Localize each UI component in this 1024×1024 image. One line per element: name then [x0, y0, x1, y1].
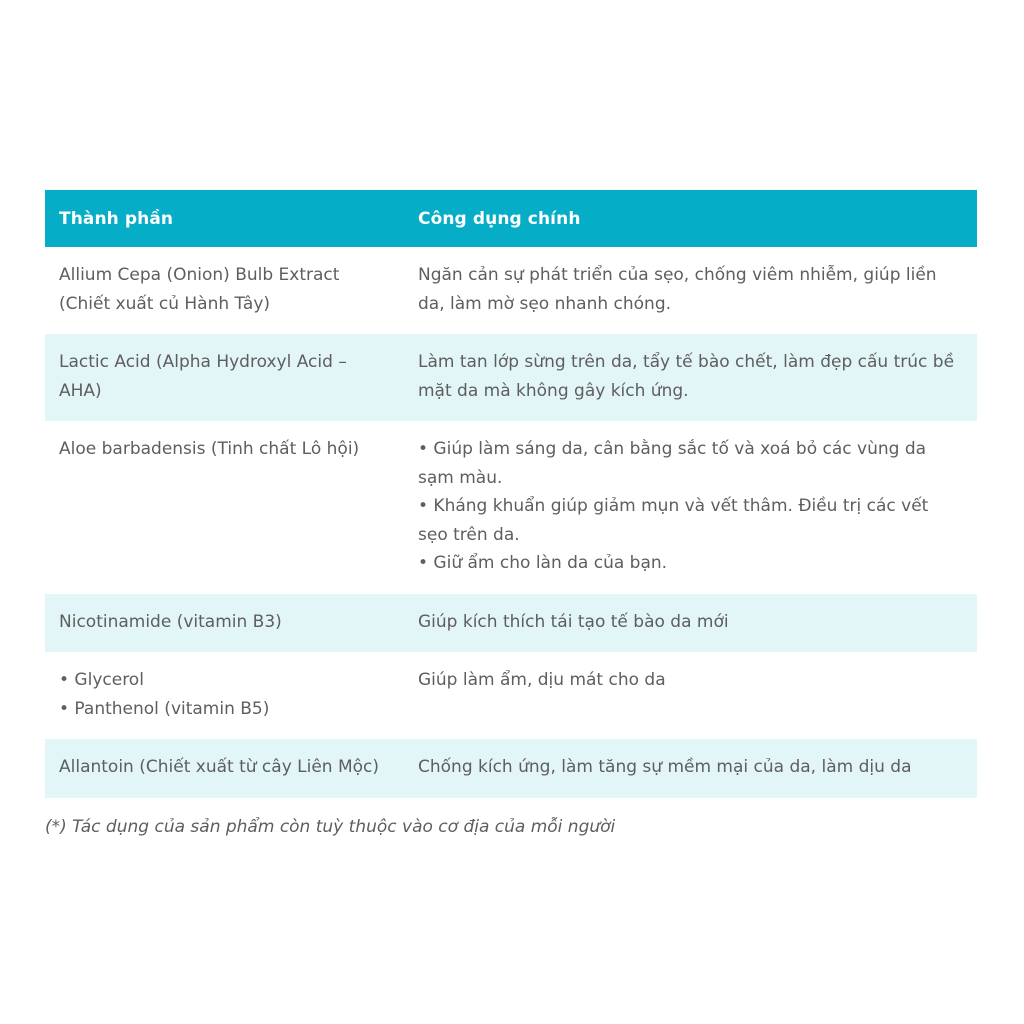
table-row [45, 247, 977, 334]
effect-cell [404, 594, 977, 653]
ingredient-text: Allium Cepa (Onion) Bulb Extract (Chiết xuất củ Hành Tây) [59, 265, 340, 314]
effect-bullet: • Giữ ẩm cho làn da của bạn. [418, 553, 668, 573]
table-row [45, 739, 977, 798]
table-row [45, 334, 977, 421]
ingredient-text: Aloe barbadensis (Tinh chất Lô hội) [59, 439, 360, 459]
table-row [45, 421, 977, 594]
ingredient-text: Lactic Acid (Alpha Hydroxyl Acid – AHA) [59, 352, 347, 401]
ingredient-cell [45, 334, 404, 421]
effect-text: Giúp kích thích tái tạo tế bào da mới [418, 611, 729, 632]
ingredient-cell [45, 421, 404, 594]
effect-bullet: • Giúp làm sáng da, cân bằng sắc tố và xoá bỏ các vùng da sạm màu. [418, 439, 927, 488]
ingredient-cell [45, 652, 404, 739]
ingredients-table-container [45, 190, 977, 798]
effect-cell [404, 421, 977, 594]
ingredient-bullet: • Panthenol (vitamin B5) [59, 698, 270, 719]
ingredient-cell [45, 594, 404, 653]
table-row [45, 652, 977, 739]
effect-cell [404, 652, 977, 739]
ingredient-cell [45, 247, 404, 334]
ingredient-text: Allantoin (Chiết xuất từ cây Liên Mộc) [59, 757, 380, 777]
effect-bullet: • Kháng khuẩn giúp giảm mụn và vết thâm. Điều trị các vết sẹo trên da. [418, 496, 929, 545]
effect-text: Làm tan lớp sừng trên da, tẩy tế bào chết, làm đẹp cấu trúc bề mặt da mà không gây kích ứng. [418, 352, 955, 401]
footnote: (*) Tác dụng của sản phẩm còn tuỳ thuộc vào cơ địa của mỗi người [45, 817, 616, 837]
effect-cell [404, 739, 977, 798]
ingredient-bullet: • Glycerol [59, 670, 144, 690]
column-header-effect: Công dụng chính [404, 190, 977, 247]
table-header-row [45, 190, 977, 247]
effect-text: Chống kích ứng, làm tăng sự mềm mại của da, làm dịu da [418, 757, 912, 777]
table-row [45, 594, 977, 653]
effect-text: Giúp làm ẩm, dịu mát cho da [418, 670, 666, 690]
effect-cell [404, 334, 977, 421]
ingredient-text: Nicotinamide (vitamin B3) [59, 611, 282, 632]
ingredients-table [45, 190, 977, 798]
column-header-ingredient: Thành phần [45, 190, 404, 247]
effect-cell [404, 247, 977, 334]
effect-text: Ngăn cản sự phát triển của sẹo, chống viêm nhiễm, giúp liền da, làm mờ sẹo nhanh chóng. [418, 265, 937, 314]
ingredient-cell [45, 739, 404, 798]
